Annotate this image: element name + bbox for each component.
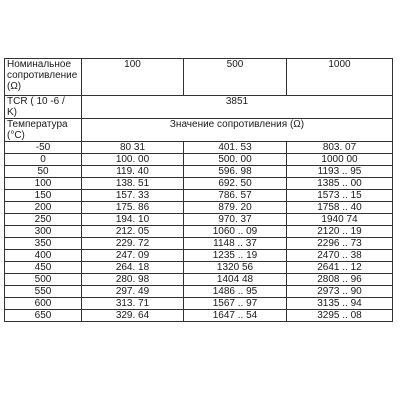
temperature-cell: 300 (5, 226, 82, 238)
resistance-500-cell: 692. 50 (184, 178, 287, 190)
resistance-100-cell: 297. 49 (82, 286, 184, 298)
resistance-100-cell: 100. 00 (82, 154, 184, 166)
temperature-label (5, 119, 82, 142)
resistance-500-cell: 1404 48 (184, 274, 287, 286)
resistance-500-cell: 1486 .. 95 (184, 286, 287, 298)
temperature-cell: 100 (5, 178, 82, 190)
table-body (5, 59, 393, 322)
table-row (5, 214, 393, 226)
resistance-500-cell: 1320 56 (184, 262, 287, 274)
resistance-100-cell: 212. 05 (82, 226, 184, 238)
label-line: (°C) (7, 130, 25, 141)
table-row (5, 166, 393, 178)
resistance-100-cell: 157. 33 (82, 190, 184, 202)
resistance-1000-cell: 1940 74 (287, 214, 393, 226)
resistance-100-cell: 229. 72 (82, 238, 184, 250)
resistance-1000-cell: 803. 07 (287, 142, 393, 154)
temperature-header-row (5, 119, 393, 142)
table-row (5, 178, 393, 190)
resistance-100-cell: 175. 86 (82, 202, 184, 214)
resistance-500-cell: 596. 98 (184, 166, 287, 178)
table-row (5, 238, 393, 250)
resistance-500-cell: 970. 37 (184, 214, 287, 226)
tcr-label (5, 96, 82, 119)
resistance-500-cell: 1060 .. 09 (184, 226, 287, 238)
resistance-100-cell: 194. 10 (82, 214, 184, 226)
temperature-cell: 500 (5, 274, 82, 286)
temperature-cell: 450 (5, 262, 82, 274)
nominal-value-1000: 1000 (287, 59, 393, 96)
resistance-1000-cell: 2470 .. 38 (287, 250, 393, 262)
temperature-cell: 150 (5, 190, 82, 202)
temperature-cell: 250 (5, 214, 82, 226)
table-row (5, 202, 393, 214)
resistance-100-cell: 119. 40 (82, 166, 184, 178)
resistance-500-cell: 401. 53 (184, 142, 287, 154)
resistance-500-cell: 1567 .. 97 (184, 298, 287, 310)
resistance-1000-cell: 3295 .. 08 (287, 310, 393, 322)
nominal-value-100: 100 (82, 59, 184, 96)
resistance-100-cell: 247. 09 (82, 250, 184, 262)
resistance-100-cell: 329. 64 (82, 310, 184, 322)
temperature-cell: -50 (5, 142, 82, 154)
resistance-1000-cell: 1385 .. 00 (287, 178, 393, 190)
resistance-1000-cell: 2641 .. 12 (287, 262, 393, 274)
resistance-500-cell: 879. 20 (184, 202, 287, 214)
table-row (5, 142, 393, 154)
resistance-500-cell: 786. 57 (184, 190, 287, 202)
table-row (5, 250, 393, 262)
table-row (5, 298, 393, 310)
temperature-cell: 600 (5, 298, 82, 310)
resistance-table (4, 58, 393, 322)
resistance-100-cell: 264. 18 (82, 262, 184, 274)
label-line: TCR ( 10 -6 / (7, 96, 65, 107)
label-line: (Ω) (7, 81, 22, 92)
tcr-value: 3851 (82, 96, 393, 119)
resistance-100-cell: 313. 71 (82, 298, 184, 310)
resistance-1000-cell: 2973 .. 90 (287, 286, 393, 298)
resistance-1000-cell: 2120 .. 19 (287, 226, 393, 238)
temperature-cell: 550 (5, 286, 82, 298)
resistance-1000-cell: 3135 .. 94 (287, 298, 393, 310)
resistance-1000-cell: 1573 .. 15 (287, 190, 393, 202)
tcr-row (5, 96, 393, 119)
label-line: Номинальное (7, 59, 72, 70)
table-row (5, 262, 393, 274)
table-row (5, 154, 393, 166)
resistance-100-cell: 80 31 (82, 142, 184, 154)
resistance-500-cell: 1148 .. 37 (184, 238, 287, 250)
nominal-resistance-label (5, 59, 82, 96)
resistance-1000-cell: 1758 .. 40 (287, 202, 393, 214)
temperature-cell: 400 (5, 250, 82, 262)
temperature-cell: 650 (5, 310, 82, 322)
resistance-value-header: Значение сопротивления (Ω) (82, 119, 393, 142)
label-line: сопротивление (7, 70, 78, 81)
resistance-1000-cell: 1193 .. 95 (287, 166, 393, 178)
label-line: K) (7, 107, 17, 118)
resistance-500-cell: 500. 00 (184, 154, 287, 166)
resistance-1000-cell: 1000 00 (287, 154, 393, 166)
resistance-100-cell: 280. 98 (82, 274, 184, 286)
nominal-value-500: 500 (184, 59, 287, 96)
table-row (5, 286, 393, 298)
resistance-1000-cell: 2296 .. 73 (287, 238, 393, 250)
temperature-cell: 200 (5, 202, 82, 214)
resistance-500-cell: 1647 .. 54 (184, 310, 287, 322)
table-row (5, 274, 393, 286)
temperature-cell: 350 (5, 238, 82, 250)
resistance-500-cell: 1235 .. 19 (184, 250, 287, 262)
table-row (5, 226, 393, 238)
temperature-cell: 50 (5, 166, 82, 178)
nominal-resistance-row (5, 59, 393, 96)
table-row (5, 190, 393, 202)
temperature-cell: 0 (5, 154, 82, 166)
resistance-100-cell: 138. 51 (82, 178, 184, 190)
resistance-1000-cell: 2808 .. 96 (287, 274, 393, 286)
table-row (5, 310, 393, 322)
label-line: Температура (7, 119, 68, 130)
